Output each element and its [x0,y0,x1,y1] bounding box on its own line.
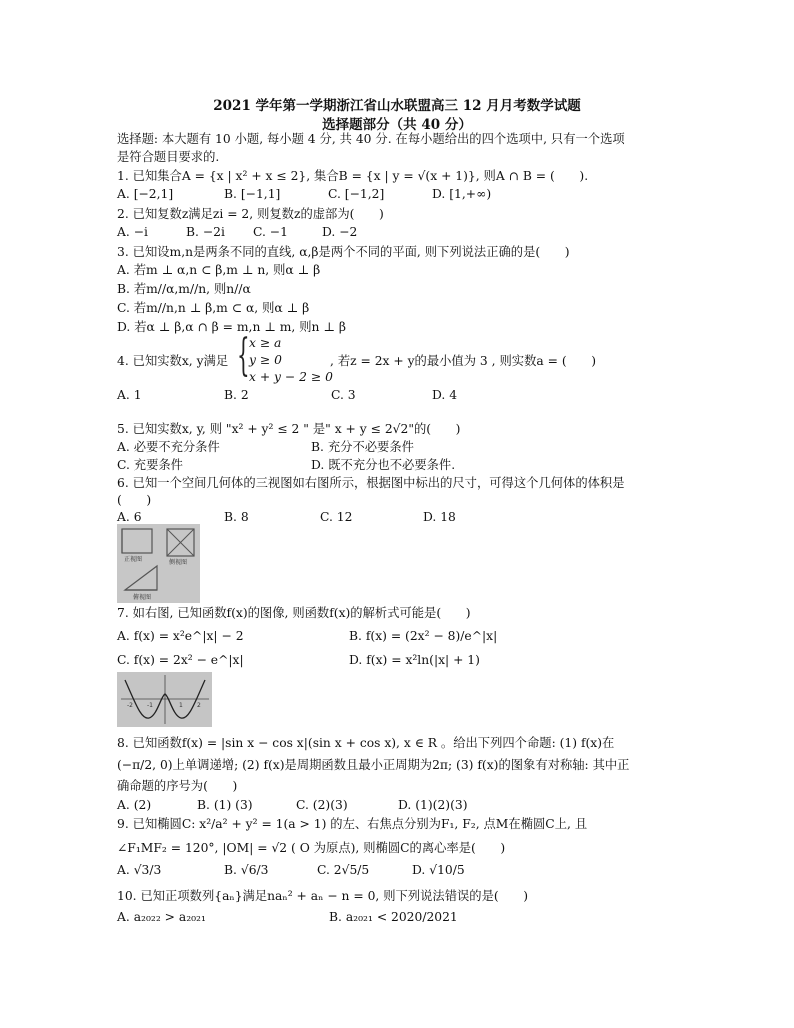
q3-option-b: B. 若m//α,m//n, 则n//α [117,282,251,296]
side-view-label: 侧视图 [169,559,188,566]
q7-stem: 7. 如右图, 已知函数f(x)的图像, 则函数f(x)的解析式可能是( ) [117,606,471,620]
q8-stem-line-3: 确命题的序号为( ) [117,779,238,793]
q6-option-a: A. 6 [117,510,142,524]
q8-option-a: A. (2) [117,798,152,812]
q9-option-c: C. 2√5/5 [317,863,370,877]
q4-system-brace: { [237,330,250,381]
q2-option-d: D. −2 [322,225,358,239]
q2-stem: 2. 已知复数z满足zi = 2, 则复数z的虚部为( ) [117,207,384,221]
q6-stem-line-1: 6. 已知一个空间几何体的三视图如右图所示，根据图中标出的尺寸，可得这个几何体的体积是 [117,476,625,490]
three-view-figure [117,524,200,603]
q4-option-b: B. 2 [224,388,249,402]
q2-option-a: A. −i [117,225,148,239]
q6-option-b: B. 8 [224,510,249,524]
q3-option-c: C. 若m//n,n ⊥ β,m ⊂ α, 则α ⊥ β [117,301,310,315]
q5-stem: 5. 已知实数x, y, 则 "x² + y² ≤ 2 " 是" x + y ≤ 2√2"的( ) [117,422,461,436]
q1-option-c: C. [−1,2] [328,187,385,201]
q1-option-a: A. [−2,1] [117,187,174,201]
q8-option-b: B. (1) (3) [197,798,253,812]
q1-stem: 1. 已知集合A = {x | x² + x ≤ 2}, 集合B = {x | y = √(x + 1)}, 则A ∩ B = ( ). [117,169,589,183]
q1-option-b: B. [−1,1] [224,187,281,201]
top-view-label: 俯视图 [133,594,152,601]
q8-option-d: D. (1)(2)(3) [398,798,468,812]
q4-option-c: C. 3 [331,388,356,402]
q4-constraint-3: x + y − 2 ≥ 0 [249,370,333,384]
function-graph-figure [117,672,212,727]
q5-option-c: C. 充要条件 [117,458,183,472]
q8-stem-line-1: 8. 已知函数f(x) = |sin x − cos x|(sin x + cos x), x ∈ R 。给出下列四个命题: (1) f(x)在 [117,736,615,750]
q7-option-b: B. f(x) = (2x² − 8)/e^|x| [349,629,498,643]
q6-option-d: D. 18 [423,510,456,524]
intro-line-2: 是符合题目要求的. [117,150,220,164]
q3-option-d: D. 若α ⊥ β,α ∩ β = m,n ⊥ m, 则n ⊥ β [117,320,346,334]
q10-stem: 10. 已知正项数列{aₙ}满足naₙ² + aₙ − n = 0, 则下列说法错误的是( ) [117,889,529,903]
q4-constraint-2: y ≥ 0 [249,353,282,367]
q3-stem: 3. 已知设m,n是两条不同的直线, α,β是两个不同的平面, 则下列说法正确的是( ) [117,245,570,259]
q8-stem-line-2: (−π/2, 0)上单调递增; (2) f(x)是周期函数且最小正周期为2π; (3) f(x)的图象有对称轴: 其中正 [117,758,630,772]
q4-suffix: , 若z = 2x + y的最小值为 3 , 则实数a = ( ) [330,354,597,368]
exam-title: 2021 学年第一学期浙江省山水联盟高三 12 月月考数学试题 [213,98,581,114]
q1-option-d: D. [1,+∞) [432,187,492,201]
axis-label-neg1: -1 [147,702,153,709]
q2-option-c: C. −1 [253,225,288,239]
section-heading: 选择题部分（共 40 分） [322,117,472,133]
q9-option-b: B. √6/3 [224,863,269,877]
q6-option-c: C. 12 [320,510,353,524]
q9-stem-line-2: ∠F₁MF₂ = 120°, |OM| = √2 ( O 为原点), 则椭圆C的离心率是( ) [117,841,506,855]
axis-label-1: 1 [179,702,183,709]
q10-option-b: B. a₂₀₂₁ < 2020/2021 [329,910,458,924]
q7-option-c: C. f(x) = 2x² − e^|x| [117,653,244,667]
q4-option-d: D. 4 [432,388,458,402]
q7-option-a: A. f(x) = x²e^|x| − 2 [117,629,244,643]
q4-option-a: A. 1 [117,388,142,402]
q10-option-a: A. a₂₀₂₂ > a₂₀₂₁ [117,910,206,924]
front-view-label: 正视图 [124,556,143,563]
q5-option-a: A. 必要不充分条件 [117,440,220,454]
q9-option-d: D. √10/5 [412,863,465,877]
q4-prefix: 4. 已知实数x, y满足 [117,354,229,368]
q9-stem-line-1: 9. 已知椭圆C: x²/a² + y² = 1(a > 1) 的左、右焦点分别为F₁, F₂, 点M在椭圆C上, 且 [117,817,588,831]
q6-stem-line-2: ( ) [117,493,152,507]
q2-option-b: B. −2i [186,225,225,239]
q5-option-d: D. 既不充分也不必要条件. [311,458,456,472]
q9-option-a: A. √3/3 [117,863,162,877]
q3-option-a: A. 若m ⊥ α,n ⊂ β,m ⊥ n, 则α ⊥ β [117,263,321,277]
q4-constraint-1: x ≥ a [249,336,282,350]
q8-option-c: C. (2)(3) [296,798,348,812]
q5-option-b: B. 充分不必要条件 [311,440,414,454]
axis-label-2: 2 [197,702,201,709]
q7-option-d: D. f(x) = x²ln(|x| + 1) [349,653,480,667]
intro-line-1: 选择题: 本大题有 10 小题, 每小题 4 分, 共 40 分. 在每小题给出的四个选项中, 只有一个选项 [117,132,625,146]
axis-label-neg2: -2 [127,702,133,709]
